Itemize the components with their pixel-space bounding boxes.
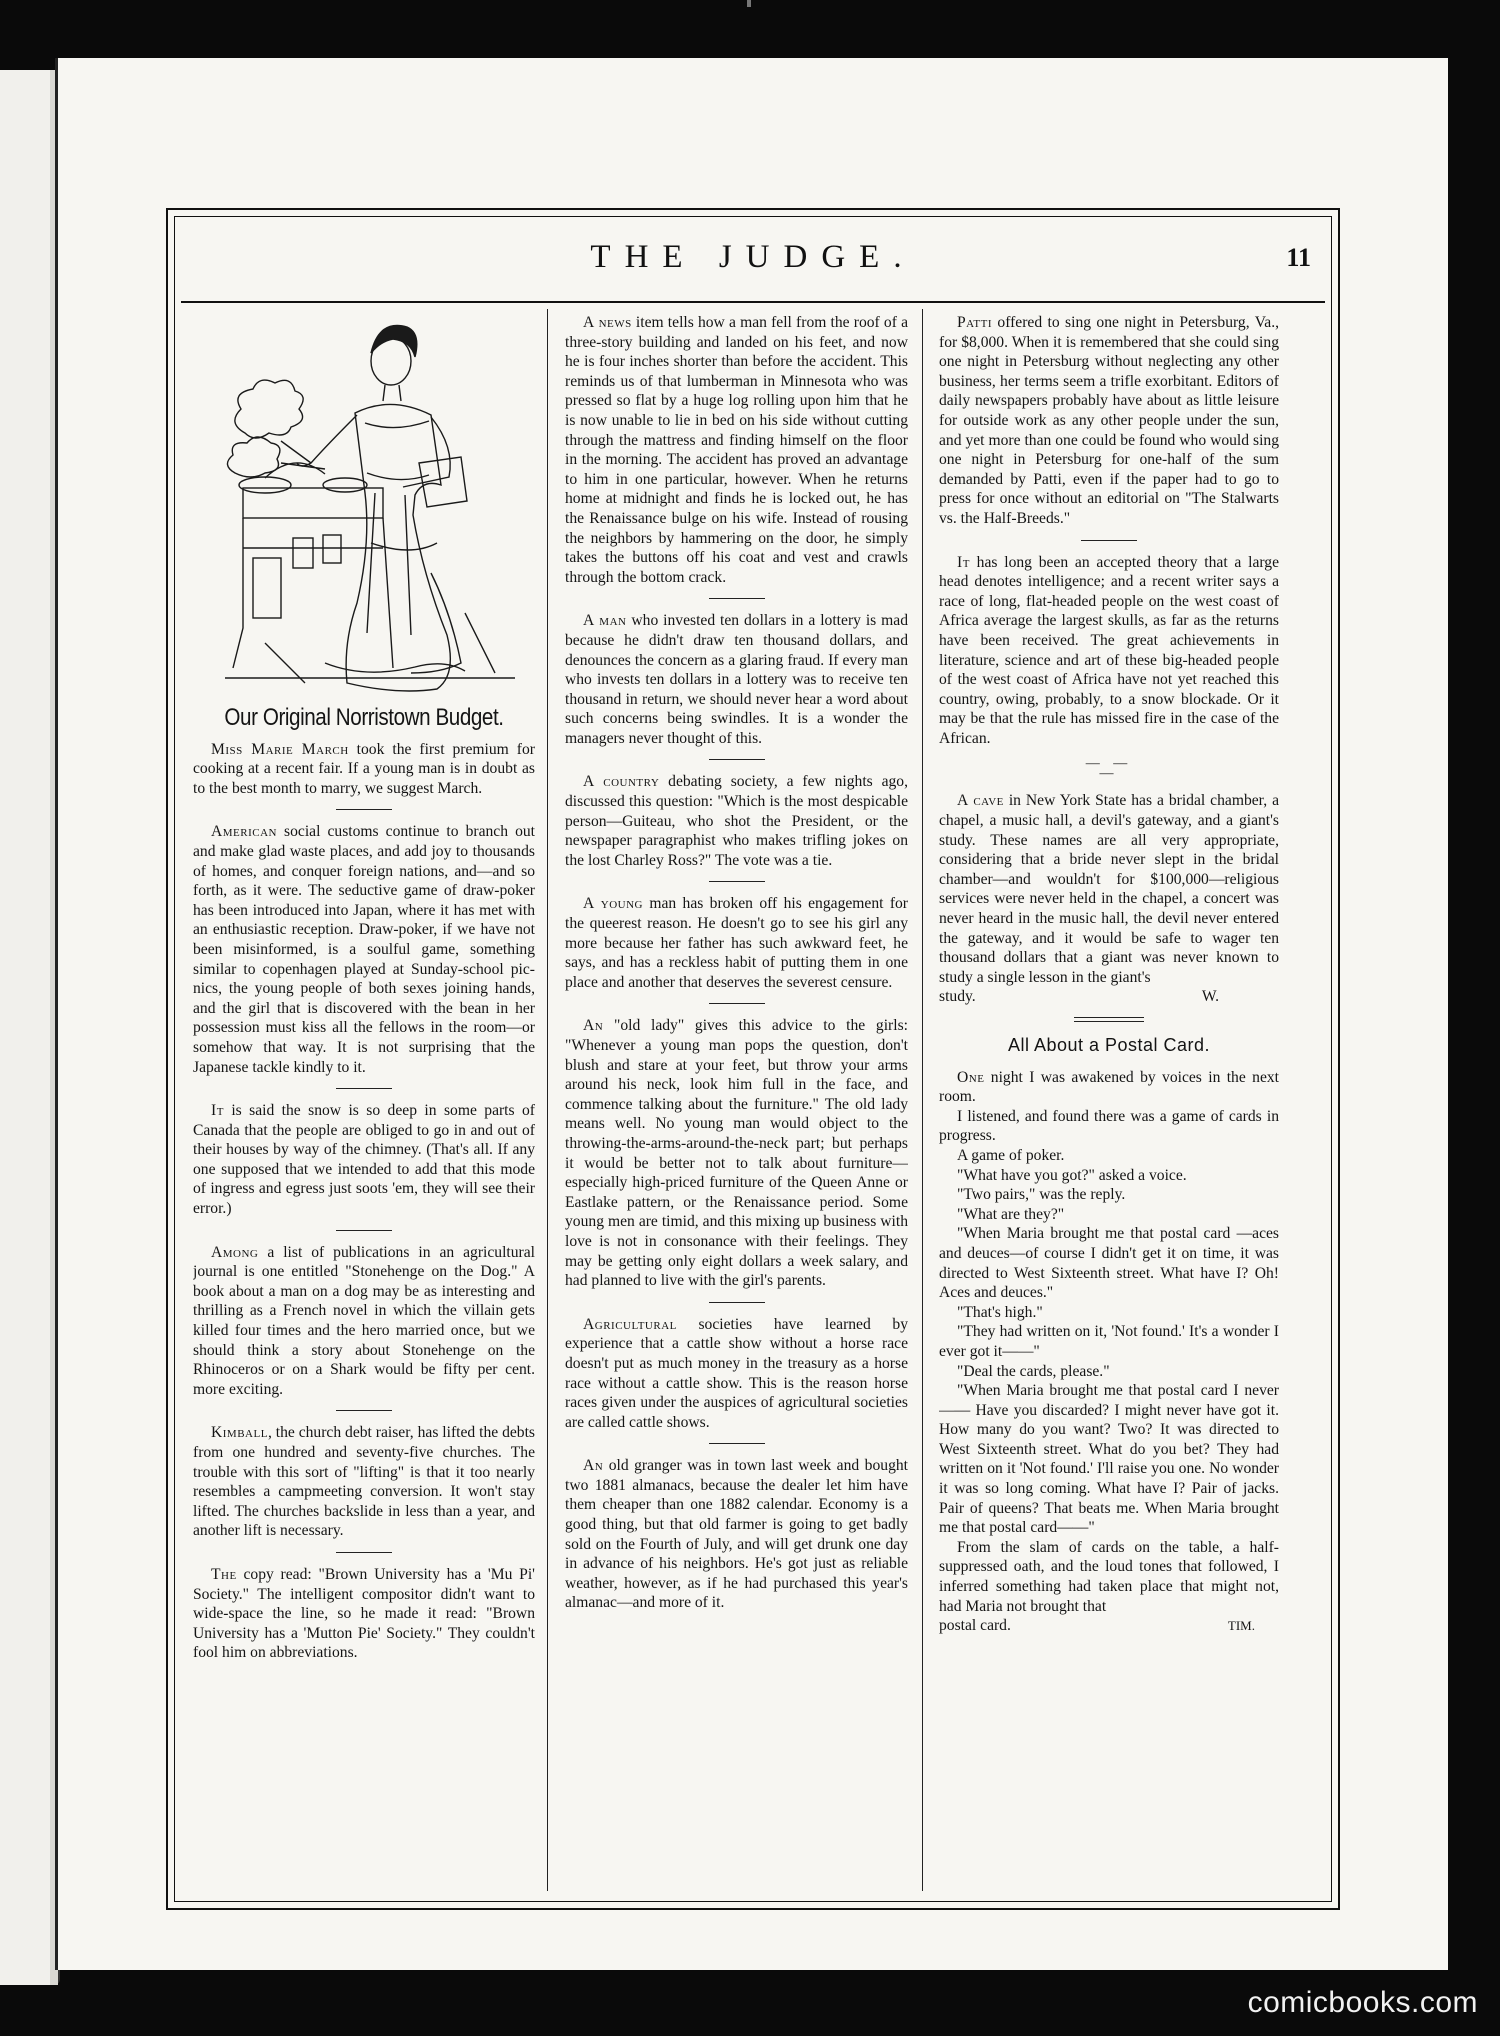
story-line: I listened, and found there was a game of cards in progress.	[939, 1107, 1279, 1145]
section-rule	[336, 1552, 392, 1553]
item-engagement	[565, 894, 908, 992]
paragraph-text: , the church debt raiser, has lifted the debts from one hundred and seventy-five churches. The trouble with this sort of "lifting" is that it too nearly resembles a campmeeting conversion. It won't stay lifted. The churches backslide in less than a year, and another lift is necessary.	[193, 1424, 535, 1540]
column-rule-2	[922, 309, 923, 1891]
paragraph-text: copy read: "Brown University has a 'Mu Pi' Society." The intelligent compositor didn't want to wide-space the line, so he made it read: "Brown University has a 'Mutton Pie' Society." They couldn't fool him on abbreviations.	[193, 1565, 535, 1662]
item-draw-poker	[193, 822, 535, 1077]
previous-page-edge	[0, 70, 60, 1985]
paragraph-text: societies have learned by experience that a cattle show without a horse race doesn't put as much money in the treasury as a horse race without a cattle show. This is the reason horse races given under the auspices of agricultural societies are called cattle shows.	[565, 1315, 908, 1431]
column-1	[193, 313, 535, 1887]
magazine-page	[55, 58, 1448, 1970]
item-granger	[565, 1456, 908, 1613]
lead-word: It	[211, 1102, 224, 1120]
lead-word: A news	[583, 314, 632, 331]
lead-word: An	[583, 1457, 604, 1475]
item-patti	[939, 313, 1279, 529]
story-line	[939, 1068, 1279, 1107]
dash-rule: — — —	[1085, 756, 1133, 782]
page-number: 11	[1286, 243, 1311, 272]
paragraph-text: a list of publications in an agricultural journal is one entitled "Stonehenge on the Dog." A book about a man on a dog may be as interesting and thrilling as a French novel in which the villain gets killed four times and the hero married once, but we should think a story about Stonehenge on the Rhinoceros or on a Shark would be fifty per cent. more exciting.	[193, 1243, 535, 1398]
section-rule	[1081, 540, 1137, 541]
item-news-fall	[565, 313, 908, 587]
column-3	[939, 313, 1279, 1887]
section-rule	[709, 759, 765, 760]
postal-card-title: All About a Postal Card.	[1007, 1035, 1211, 1055]
page-border-inner	[174, 216, 1332, 1902]
item-old-lady	[565, 1016, 908, 1290]
paragraph-text: offered to sing one night in Petersburg, Va., for $8,000. When it is remembered that she could sing one night in Petersburg without neglecting any other business, her terms seem a trifle exorbitant. Editors of daily newspapers probably have about as little leisure for outside work as any other people under the sun, and yet more than one could be found who would sing one night in Petersburg for one-half of the sum demanded by Patti, even if the paper had to go to press for once without an editorial on "The Stalwarts vs. the Half-Breeds."	[939, 314, 1279, 527]
item-lottery	[565, 611, 908, 748]
lead-word: Miss Marie March	[211, 740, 349, 758]
lead-word: A cave	[957, 792, 1004, 810]
lead-word: Kimball	[211, 1424, 268, 1442]
paragraph-text: man has broken off his engagement for the queerest reason. He doesn't go to see his girl any more because her father has such awkward feet, he says, and has a reckless habit of putting them in one place and another that deserves the severest censure.	[565, 895, 908, 991]
story-line: "That's high."	[957, 1303, 1043, 1321]
header-rule	[181, 301, 1325, 303]
cave-signature-line	[939, 987, 1279, 1007]
lead-word: One	[957, 1068, 985, 1086]
item-mu-pi	[193, 1565, 535, 1663]
paragraph-text: in New York State has a bridal chamber, a chapel, a music hall, a devil's gateway, and a giant's study. These names are all very appropriate, considering that a bride never slept in the bridal chamber—and wouldn't for $100,000—religious services were never held in the chapel, a concert was never heard in the music hall, the devil never entered the gateway, and it would be safe to wager ten thousand dollars that a giant was never known to study a single lesson in the giant's	[939, 792, 1279, 986]
story-line: "They had written on it, 'Not found.' It's a wonder I ever got it——"	[939, 1323, 1279, 1360]
story-line: "When Maria brought me that postal card I never—— Have you discarded? I might never have got it. How many do you want? Two? It was directed to West Sixteenth street. What do you bet? They had written on it 'Not found.' I'll raise you one. No wonder it was so long coming. What have I? Pair of jacks. Pair of queens? That beats me. When Maria brought me that postal card——"	[939, 1382, 1279, 1537]
story-line: "When Maria brought me that postal card —aces and deuces—of course I didn't get it on time, it was directed to West Sixteenth street. What have I? Oh! Aces and deuces."	[939, 1225, 1279, 1302]
paragraph-text: is said the snow is so deep in some parts of Canada that the people are obliged to go in and out of their houses by way of the chimney. (That's all. If any one supposed that we intended to add that this mode of ingress and egress just soots 'em, they will see their error.)	[193, 1102, 535, 1218]
story-line: From the slam of cards on the table, a half-suppressed oath, and the loud tones that followed, I inferred something had taken place that might not, had Maria not brought that	[939, 1538, 1279, 1615]
paragraph-text: took the first premium for cooking at a recent fair. If a young man is in doubt as to the best month to marry, we suggest March.	[193, 740, 535, 797]
item-kimball	[193, 1423, 535, 1541]
paragraph-end: postal card.	[939, 1617, 1011, 1635]
lead-word: Agricultural	[583, 1315, 677, 1333]
section-rule	[336, 1410, 392, 1411]
item-cave	[939, 791, 1279, 987]
story-line: "Two pairs," was the reply.	[957, 1186, 1126, 1204]
masthead-title: THE JUDGE.	[590, 239, 916, 275]
section-rule	[709, 1003, 765, 1004]
item-stonehenge	[193, 1243, 535, 1400]
page-border	[166, 208, 1340, 1910]
paragraph-text: item tells how a man fell from the roof of a three-story building and landed on his feet, and now he is four inches shorter than before the accident. This reminds us of that lumberman in Minnesota who was pressed so flat by a huge log rolling upon him that he is now unable to lie in bed on his side without cutting through the mattress and finding himself on the floor in the morning. The accident has proved an advantage to him in one particular, however. When he returns home at midnight and finds he is locked out, he has the Renaissance bulge on his wife. Instead of rousing the neighbors by hammering on the door, he simply takes the buttons off his coat and vest and crawls through the bottom crack.	[565, 314, 908, 586]
lead-word: The	[211, 1565, 237, 1583]
section-rule	[336, 1230, 392, 1231]
item-large-head	[939, 553, 1279, 749]
paragraph-text: old granger was in town last week and bought two 1881 almanacs, because the dealer let him have them cheaper than one 1882 calendar. Economy is a good thing, but that old farmer is going to get badly sold on the Fourth of July, and will get drunk one day in advance of his neighbors. He's got just as reliable weather, however, as if he had purchased this year's almanac—and more of it.	[565, 1457, 908, 1612]
lead-word: It	[957, 553, 970, 571]
paragraph-text: "old lady" gives this advice to the girls: "Whenever a young man pops the question, don't blush and stare at your feet, but throw your arms around his neck, look him full in the face, and commence talking about the furniture." The old lady means well. No young man would object to the throwing-the-arms-around-the-neck part; but perhaps it would be better not to talk about furniture—especially high-priced furniture of the Queen Anne or Eastlake pattern, or the Renaissance period. Some young men are timid, and this mixing up business with love is not in consonance with their feelings. They may be getting only eight dollars a week salary, and had planned to live with the girl's parents.	[565, 1017, 908, 1290]
woman-cooking-illustration	[205, 313, 523, 698]
item-canada-snow	[193, 1101, 535, 1219]
watermark-brand: comicbooks.com	[1247, 1986, 1478, 2019]
lead-word: Patti	[957, 314, 992, 331]
signature: W.	[1201, 988, 1219, 1006]
signature: TIM.	[1227, 1618, 1255, 1634]
paragraph-text: debating society, a few nights ago, discussed this question: "Which is the most despicable person—Guiteau, who shot the President, or the newspaper paragraphist who makes trifling jokes on the lost Charley Ross?" The vote was a tie.	[565, 773, 908, 869]
column-2	[565, 313, 908, 1887]
tim-signature-line	[939, 1616, 1279, 1636]
section-rule	[709, 1302, 765, 1303]
paragraph-text: social customs continue to branch out and make glad waste places, and add joy to thousands of homes, and conquer foreign nations, and—and so forth, as it were. The seductive game of draw-poker has been introduced into Japan, where it has met with an enthusiastic reception. Draw-poker, if we have not been misinformed, is a soulful game, something similar to copenhagen played at Sunday-school pic-nics, the young people of both sexes joining hands, and the girl that is discovered with the bean in her possession must kiss all the fellows in the room—or somehow that way. It is not surprising that the Japanese tackle kindly to it.	[193, 823, 535, 1076]
lead-word: A young	[583, 895, 643, 913]
budget-title: Our Original Norristown Budget.	[224, 704, 504, 731]
section-rule	[336, 1088, 392, 1089]
lead-word: A country	[583, 773, 660, 791]
story-line: "Deal the cards, please."	[957, 1362, 1110, 1380]
lead-word: A man	[583, 612, 627, 630]
item-marie-march	[193, 740, 535, 799]
story-line: "What have you got?" asked a voice.	[957, 1166, 1187, 1184]
section-rule	[709, 1443, 765, 1444]
item-debating	[565, 772, 908, 870]
lead-word: An	[583, 1017, 604, 1035]
story-line: A game of poker.	[957, 1146, 1065, 1164]
lead-word: Among	[211, 1243, 259, 1261]
section-rule	[709, 881, 765, 882]
item-agricultural	[565, 1315, 908, 1433]
paragraph-text: night I was awakened by voices in the next room.	[939, 1068, 1279, 1106]
paragraph-text: who invested ten dollars in a lottery is mad because he didn't draw ten thousand dollars, and denounces the concern as a glaring fraud. If every man who invests ten dollars in a lottery was to receive ten thousand in return, we should never hear a word about such concerns being swindles. It is a wonder the managers never thought of this.	[565, 612, 908, 747]
double-rule	[1074, 1017, 1144, 1022]
story-line: "What are they?"	[957, 1205, 1065, 1223]
paragraph-end: study.	[939, 988, 976, 1006]
section-rule	[336, 809, 392, 810]
lead-word: American	[211, 823, 277, 841]
paragraph-text: has long been an accepted theory that a large head denotes intelligence; and a recent writer says a race of long, flat-headed people on the west coast of Africa average the largest skulls, as far as the returns have been received. The great achievements in literature, science and art of these big-headed people of the west coast of Africa have not yet reached this country, owing, probably, to a snow blockade. Or it may be that the rule has missed fire in the case of the African.	[939, 553, 1279, 747]
column-rule-1	[547, 309, 548, 1891]
section-rule	[709, 598, 765, 599]
binding-speck	[747, 0, 751, 7]
